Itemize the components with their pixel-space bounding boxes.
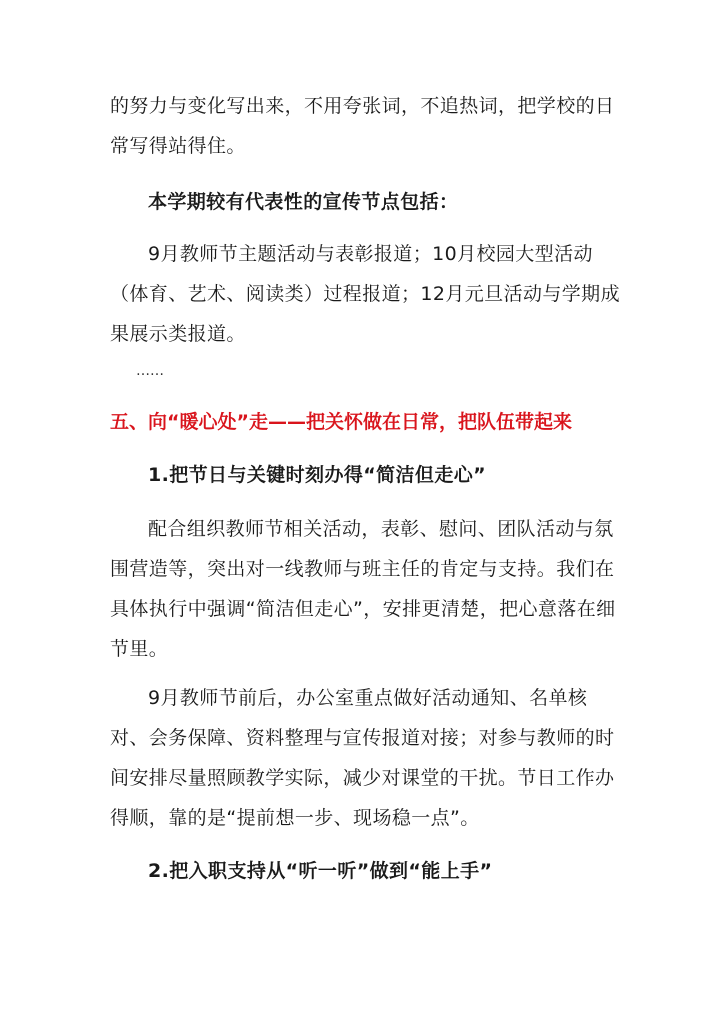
paragraph-continued: 的努力与变化写出来，不用夸张词，不追热词，把学校的日常写得站得住。: [110, 95, 615, 157]
holiday-activities-paragraph: 配合组织教师节相关活动，表彰、慰问、团队活动与氛围营造等，突出对一线教师与班主任的肯定与支持。我们在具体执行中强调“简洁但走心”，安排更清楚，把心意落在细节里。: [110, 518, 616, 660]
ellipsis: ……: [136, 363, 164, 379]
nodes-intro-heading: 本学期较有代表性的宣传节点包括：: [148, 191, 459, 213]
subsection-one-heading: 1.把节日与关键时刻办得“简洁但走心”: [148, 464, 487, 486]
subsection-two-heading: 2.把入职支持从“听一听”做到“能上手”: [148, 860, 493, 882]
section-five-heading: 五、向“暖心处”走——把关怀做在日常，把队伍带起来: [110, 411, 572, 433]
nodes-list-paragraph: 9月教师节主题活动与表彰报道；10月校园大型活动（体育、艺术、阅读类）过程报道；12月元旦活动与学期成果展示类报道。: [110, 243, 620, 345]
teachers-day-paragraph: 9月教师节前后，办公室重点做好活动通知、名单核对、会务保障、资料整理与宣传报道对接；对参与教师的时间安排尽量照顾教学实际，减少对课堂的干扰。节日工作办得顺，靠的是“提前想一步、现场稳一点”。: [110, 687, 615, 829]
